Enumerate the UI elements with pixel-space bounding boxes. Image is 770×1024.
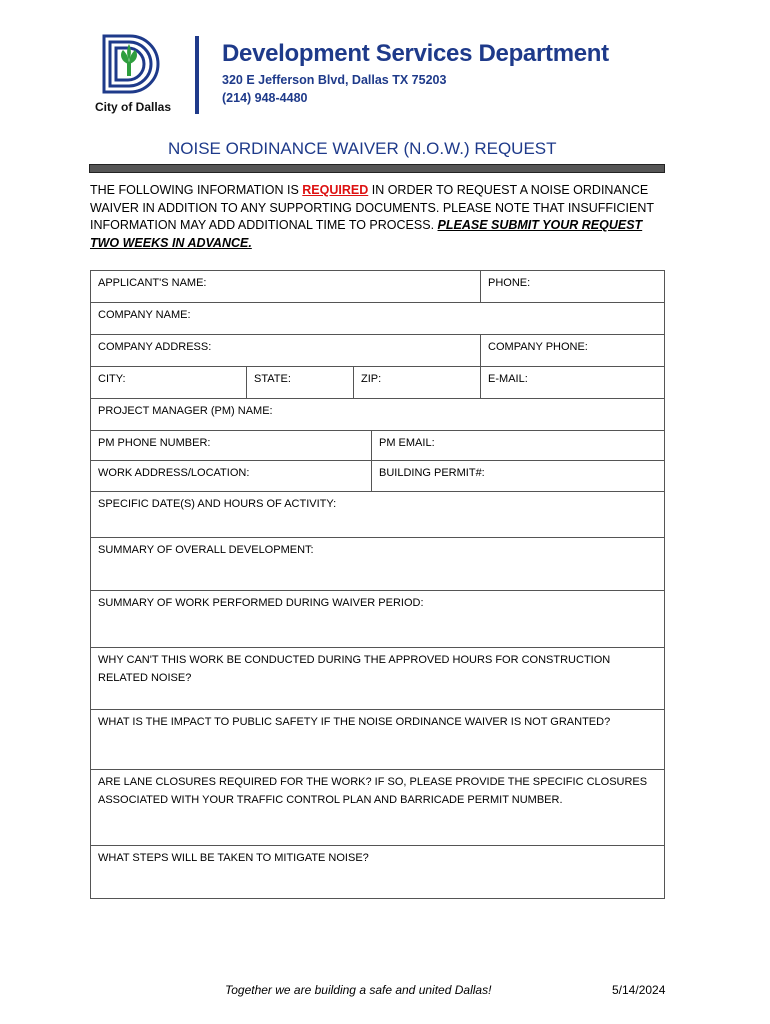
impact-safety-field[interactable]: WHAT IS THE IMPACT TO PUBLIC SAFETY IF THE NOISE ORDINANCE WAIVER IS NOT GRANTED?	[91, 710, 665, 770]
footer-slogan: Together we are building a safe and united Dallas!	[225, 983, 492, 997]
footer-date: 5/14/2024	[612, 983, 666, 997]
waiver-form-table	[90, 270, 665, 899]
zip-field[interactable]: ZIP:	[354, 367, 481, 399]
building-permit-field[interactable]: BUILDING PERMIT#:	[372, 461, 665, 492]
work-address-field[interactable]: WORK ADDRESS/LOCATION:	[91, 461, 372, 492]
advance-notice: PLEASE SUBMIT YOUR REQUEST TWO WEEKS IN ADVANCE.	[90, 218, 643, 250]
company-phone-field[interactable]: COMPANY PHONE:	[481, 335, 665, 367]
intro-text-1: THE FOLLOWING INFORMATION IS	[90, 183, 303, 197]
phone-field[interactable]: PHONE:	[481, 271, 665, 303]
company-name-field[interactable]: COMPANY NAME:	[91, 303, 665, 335]
logo-caption: City of Dallas	[94, 100, 172, 114]
city-of-dallas-logo	[88, 34, 178, 116]
form-title: NOISE ORDINANCE WAIVER (N.O.W.) REQUEST	[168, 139, 557, 158]
summary-development-field[interactable]: SUMMARY OF OVERALL DEVELOPMENT:	[91, 538, 665, 591]
summary-work-field[interactable]: SUMMARY OF WORK PERFORMED DURING WAIVER PERIOD:	[91, 591, 665, 648]
department-phone: (214) 948-4480	[222, 91, 308, 105]
why-cant-field[interactable]: WHY CAN'T THIS WORK BE CONDUCTED DURING THE APPROVED HOURS FOR CONSTRUCTION RELATED NOISE?	[91, 648, 665, 710]
applicant-name-field[interactable]: APPLICANT'S NAME:	[91, 271, 481, 303]
company-address-field[interactable]: COMPANY ADDRESS:	[91, 335, 481, 367]
state-field[interactable]: STATE:	[247, 367, 354, 399]
intro-text-2: IN ORDER TO REQUEST A NOISE ORDINANCE WAIVER IN ADDITION TO ANY SUPPORTING DOCUMENTS. PLEASE NOTE THAT INSUFFICIENT INFORMATION MAY ADD ADDITIONAL TIME TO PROCESS.	[90, 183, 654, 232]
dallas-d-logo-icon	[100, 34, 166, 96]
title-rule	[89, 164, 665, 173]
intro-paragraph	[90, 182, 665, 252]
pm-name-field[interactable]: PROJECT MANAGER (PM) NAME:	[91, 399, 665, 431]
email-field[interactable]: E-MAIL:	[481, 367, 665, 399]
pm-email-field[interactable]: PM EMAIL:	[372, 431, 665, 461]
required-word: REQUIRED	[302, 183, 369, 197]
department-address: 320 E Jefferson Blvd, Dallas TX 75203	[222, 73, 447, 87]
header-divider	[195, 36, 199, 114]
city-field[interactable]: CITY:	[91, 367, 247, 399]
pm-phone-field[interactable]: PM PHONE NUMBER:	[91, 431, 372, 461]
dates-hours-field[interactable]: SPECIFIC DATE(S) AND HOURS OF ACTIVITY:	[91, 492, 665, 538]
mitigate-noise-field[interactable]: WHAT STEPS WILL BE TAKEN TO MITIGATE NOISE?	[91, 846, 665, 899]
lane-closures-field[interactable]: ARE LANE CLOSURES REQUIRED FOR THE WORK? IF SO, PLEASE PROVIDE THE SPECIFIC CLOSURES ASSOCIATED WITH YOUR TRAFFIC CONTROL PLAN AND BARRICADE PERMIT NUMBER.	[91, 770, 665, 846]
department-name: Development Services Department	[222, 40, 609, 67]
